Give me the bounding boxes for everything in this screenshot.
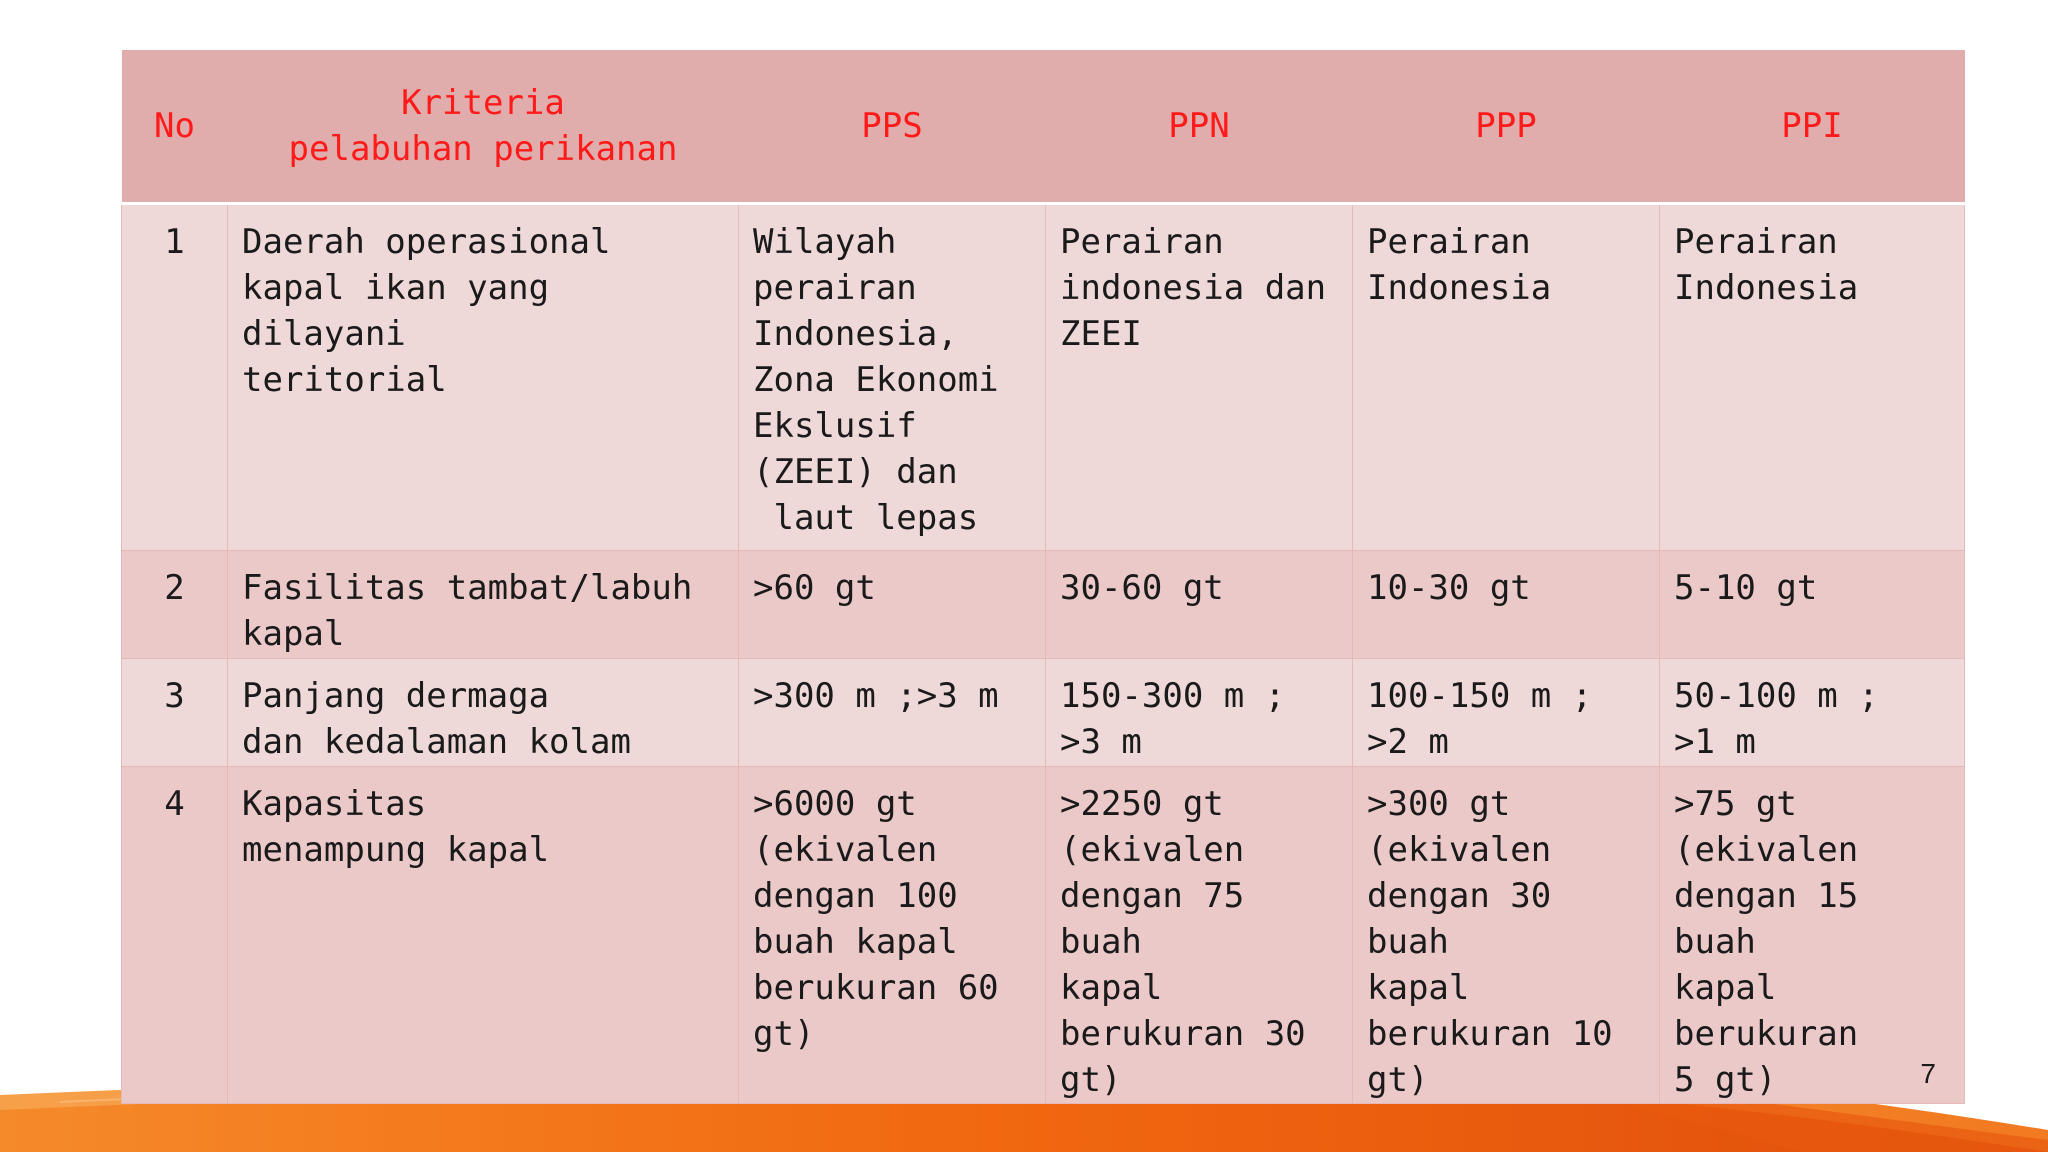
header-criteria — [228, 50, 739, 204]
table-row — [122, 551, 1965, 659]
table-row — [122, 659, 1965, 767]
cell-ppp: 100-150 m ; >2 m — [1353, 659, 1660, 767]
header-no: No — [122, 50, 228, 204]
cell-criteria: Fasilitas tambat/labuh kapal — [228, 551, 739, 659]
header-ppn: PPN — [1046, 50, 1353, 204]
header-criteria-line1: Kriteria — [401, 83, 565, 123]
cell-pps: >60 gt — [739, 551, 1046, 659]
cell-ppn: 150-300 m ; >3 m — [1046, 659, 1353, 767]
cell-ppn: Perairan indonesia dan ZEEI — [1046, 204, 1353, 551]
cell-ppn: >2250 gt (ekivalen dengan 75 buah kapal berukuran 30 gt) — [1046, 767, 1353, 1104]
table-header-row — [122, 50, 1965, 204]
cell-ppp: >300 gt (ekivalen dengan 30 buah kapal berukuran 10 gt) — [1353, 767, 1660, 1104]
cell-no: 3 — [122, 659, 228, 767]
cell-no: 2 — [122, 551, 228, 659]
cell-ppi: 50-100 m ; >1 m — [1660, 659, 1965, 767]
header-ppi: PPI — [1660, 50, 1965, 204]
cell-ppi: >75 gt (ekivalen dengan 15 buah kapal berukuran 5 gt) — [1660, 767, 1965, 1104]
cell-ppi: 5-10 gt — [1660, 551, 1965, 659]
cell-no: 4 — [122, 767, 228, 1104]
cell-criteria: Panjang dermaga dan kedalaman kolam — [228, 659, 739, 767]
header-criteria-line2: pelabuhan perikanan — [288, 129, 678, 169]
cell-pps: Wilayah perairan Indonesia, Zona Ekonomi Ekslusif (ZEEI) dan laut lepas — [739, 204, 1046, 551]
table-row — [122, 204, 1965, 551]
header-pps: PPS — [739, 50, 1046, 204]
header-ppp: PPP — [1353, 50, 1660, 204]
cell-no: 1 — [122, 204, 228, 551]
cell-ppp: Perairan Indonesia — [1353, 204, 1660, 551]
cell-criteria: Daerah operasional kapal ikan yang dilayani teritorial — [228, 204, 739, 551]
cell-pps: >300 m ;>3 m — [739, 659, 1046, 767]
page-number: 7 — [1920, 1058, 1936, 1089]
criteria-table-container — [121, 50, 1964, 1104]
cell-criteria: Kapasitas menampung kapal — [228, 767, 739, 1104]
table-row — [122, 767, 1965, 1104]
cell-pps: >6000 gt (ekivalen dengan 100 buah kapal berukuran 60 gt) — [739, 767, 1046, 1104]
cell-ppi: Perairan Indonesia — [1660, 204, 1965, 551]
cell-ppn: 30-60 gt — [1046, 551, 1353, 659]
fishing-port-criteria-table — [121, 50, 1965, 1104]
cell-ppp: 10-30 gt — [1353, 551, 1660, 659]
